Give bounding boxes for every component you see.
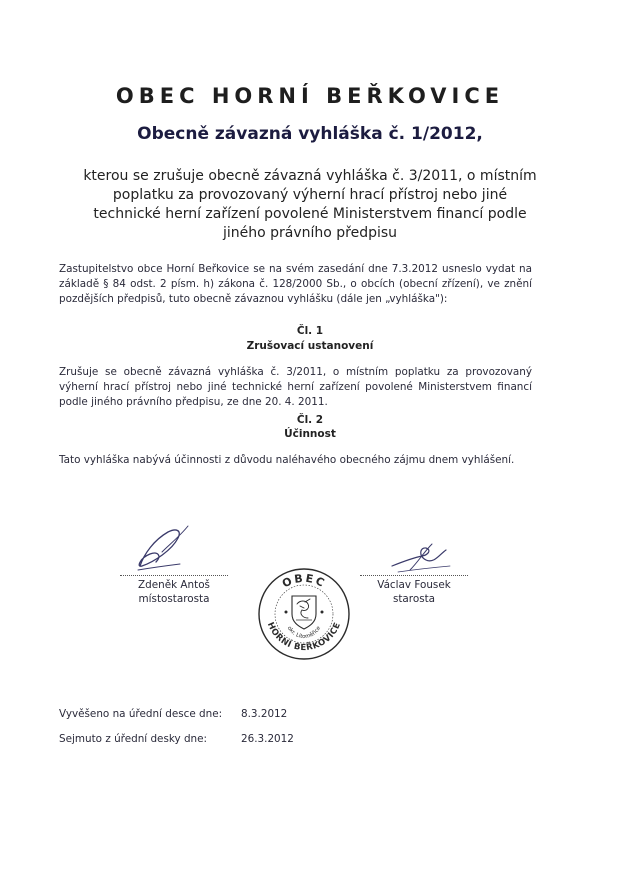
article-1-name: Zrušovací ustanovení [246,340,374,352]
left-signatory-name: Zdeněk Antoš [138,579,210,591]
left-signature-line [120,575,228,576]
removed-row [59,733,294,745]
right-signatory-name: Václav Fousek [377,579,451,591]
article-2-name: Účinnost [284,428,336,440]
svg-text:okr. Litoměřice [286,625,323,640]
intro-paragraph: Zastupitelstvo obce Horní Beřkovice se na svém zasedání dne 7.3.2012 usneslo vydat na základě § 84 odst. 2 písm. h) zákona č. 128/2000 Sb., o obcích (obecní zřízení), ve znění pozdějších předpisů, tuto obecně závaznou vyhlášku (dále jen „vyhláška"): [59,263,532,305]
removed-date: 26.3.2012 [241,733,294,745]
right-signatory-role: starosta [392,593,436,605]
decree-title: Obecně závazná vyhláška č. 1/2012, [137,124,483,144]
removed-label: Sejmuto z úřední desky dne: [59,733,208,745]
article-2-text: Tato vyhláška nabývá účinnosti z důvodu naléhavého obecného zájmu dnem vyhlášení. [59,454,515,466]
municipality-heading: OBEC HORNÍ BEŘKOVICE [115,84,505,108]
left-signature-icon [132,522,192,574]
right-signature-line [360,575,468,576]
stamp-bottom-text: HORNÍ BEŘKOVICE [264,620,344,654]
left-signatory-role: místostarosta [138,593,210,605]
article-1-number: Čl. 1 [296,325,324,337]
municipal-stamp-icon [256,566,352,662]
posted-row [59,708,287,720]
posted-label: Vyvěšeno na úřední desce dne: [59,708,223,720]
article-2-number: Čl. 2 [296,414,324,426]
stamp-top-text: OBEC [280,571,329,591]
decree-subtitle: kterou se zrušuje obecně závazná vyhláška č. 3/2011, o místním poplatku za provozovaný výherní hrací přístroj nebo jiné technické herní zařízení povolené Ministerstvem financí podle jiného právního předpisu [83,168,537,241]
svg-text:OBEC [280,572,328,591]
right-signature-icon [388,540,458,576]
stamp-inner-text: okr. Litoměřice [285,625,323,641]
posted-date: 8.3.2012 [241,708,288,720]
article-1-text: Zrušuje se obecně závazná vyhláška č. 3/2011, o místním poplatku za provozovaný výherní hrací přístroj nebo jiné technické herní zařízení povolené Ministerstvem financí podle jiného právního předpisu, ze dne 20. 4. 2011. [59,366,532,408]
